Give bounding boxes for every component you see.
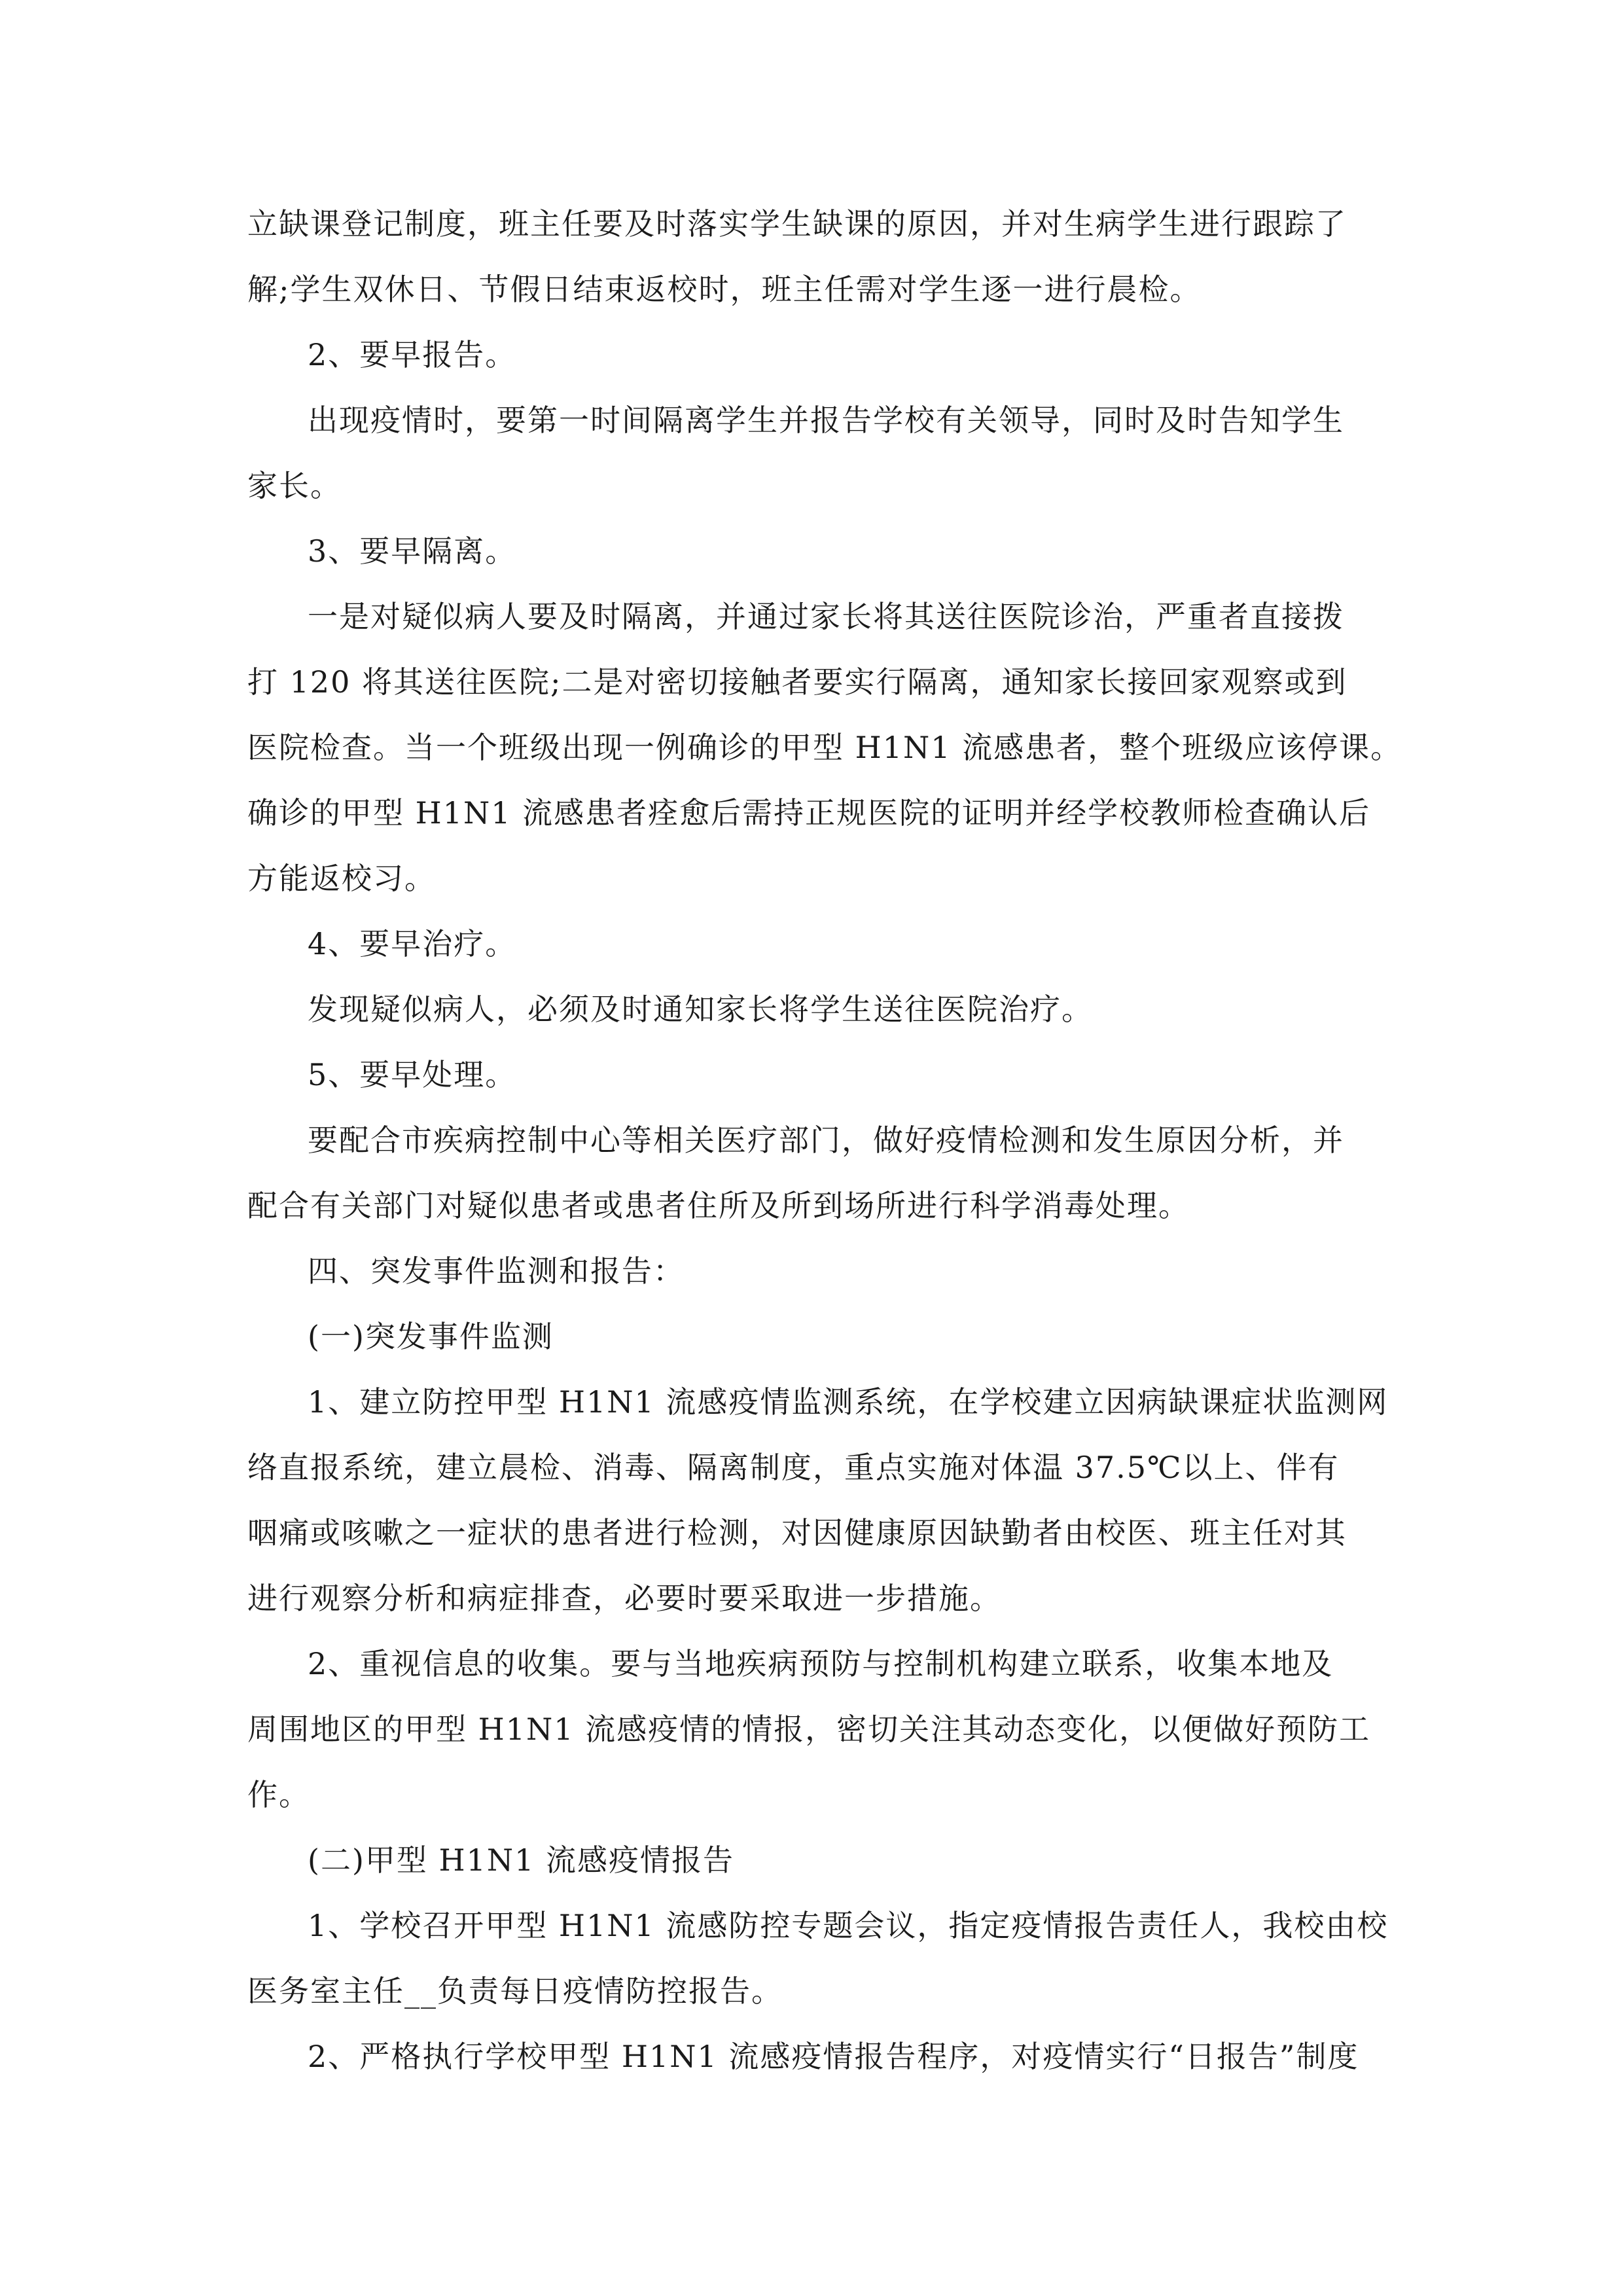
text-line: 咽痛或咳嗽之一症状的患者进行检测，对因健康原因缺勤者由校医、班主任对其 — [247, 1515, 1347, 1551]
text-line: 络直报系统，建立晨检、消毒、隔离制度，重点实施对体温 37.5℃以上、伴有 — [247, 1450, 1340, 1485]
text-line: 出现疫情时，要第一时间隔离学生并报告学校有关领导，同时及时告知学生 — [308, 403, 1344, 438]
text-line: 打 120 将其送往医院;二是对密切接触者要实行隔离，通知家长接回家观察或到 — [247, 664, 1347, 700]
text-line: 2、重视信息的收集。要与当地疾病预防与控制机构建立联系，收集本地及 — [308, 1646, 1334, 1681]
text-line: 立缺课登记制度，班主任要及时落实学生缺课的原因，并对生病学生进行跟踪了 — [247, 206, 1347, 242]
section-heading: 4、要早治疗。 — [308, 926, 517, 961]
text-line: 家长。 — [247, 468, 342, 503]
text-line: 1、学校召开甲型 H1N1 流感防控专题会议，指定疫情报告责任人，我校由校 — [308, 1908, 1389, 1943]
text-line: 1、建立防控甲型 H1N1 流感疫情监测系统，在学校建立因病缺课症状监测网 — [308, 1384, 1389, 1420]
document-body — [247, 191, 1402, 2089]
subsection-heading: (一)突发事件监测 — [308, 1319, 554, 1354]
subsection-heading: (二)甲型 H1N1 流感疫情报告 — [308, 1842, 735, 1878]
section-heading: 5、要早处理。 — [308, 1057, 517, 1092]
text-line: 医院检查。当一个班级出现一例确诊的甲型 H1N1 流感患者，整个班级应该停课。 — [247, 730, 1402, 765]
text-line: 作。 — [247, 1777, 310, 1812]
section-heading: 四、突发事件监测和报告： — [308, 1253, 685, 1289]
text-line: 周围地区的甲型 H1N1 流感疫情的情报，密切关注其动态变化，以便做好预防工 — [247, 1712, 1371, 1747]
text-line: 医务室主任__负责每日疫情防控报告。 — [247, 1973, 783, 2009]
section-heading: 2、要早报告。 — [308, 337, 517, 372]
text-line: 2、严格执行学校甲型 H1N1 流感疫情报告程序，对疫情实行“日报告”制度 — [308, 2039, 1359, 2074]
text-line: 要配合市疾病控制中心等相关医疗部门，做好疫情检测和发生原因分析，并 — [308, 1122, 1344, 1158]
text-line: 发现疑似病人，必须及时通知家长将学生送往医院治疗。 — [308, 992, 1093, 1027]
section-heading: 3、要早隔离。 — [308, 533, 517, 569]
text-line: 进行观察分析和病症排查，必要时要采取进一步措施。 — [247, 1581, 1001, 1616]
text-line: 确诊的甲型 H1N1 流感患者痊愈后需持正规医院的证明并经学校教师检查确认后 — [247, 795, 1371, 831]
text-line: 一是对疑似病人要及时隔离，并通过家长将其送往医院诊治，严重者直接拨 — [308, 599, 1344, 634]
text-line: 方能返校习。 — [247, 861, 436, 896]
text-line: 配合有关部门对疑似患者或患者住所及所到场所进行科学消毒处理。 — [247, 1188, 1190, 1223]
text-line: 解;学生双休日、节假日结束返校时，班主任需对学生逐一进行晨检。 — [247, 272, 1202, 307]
